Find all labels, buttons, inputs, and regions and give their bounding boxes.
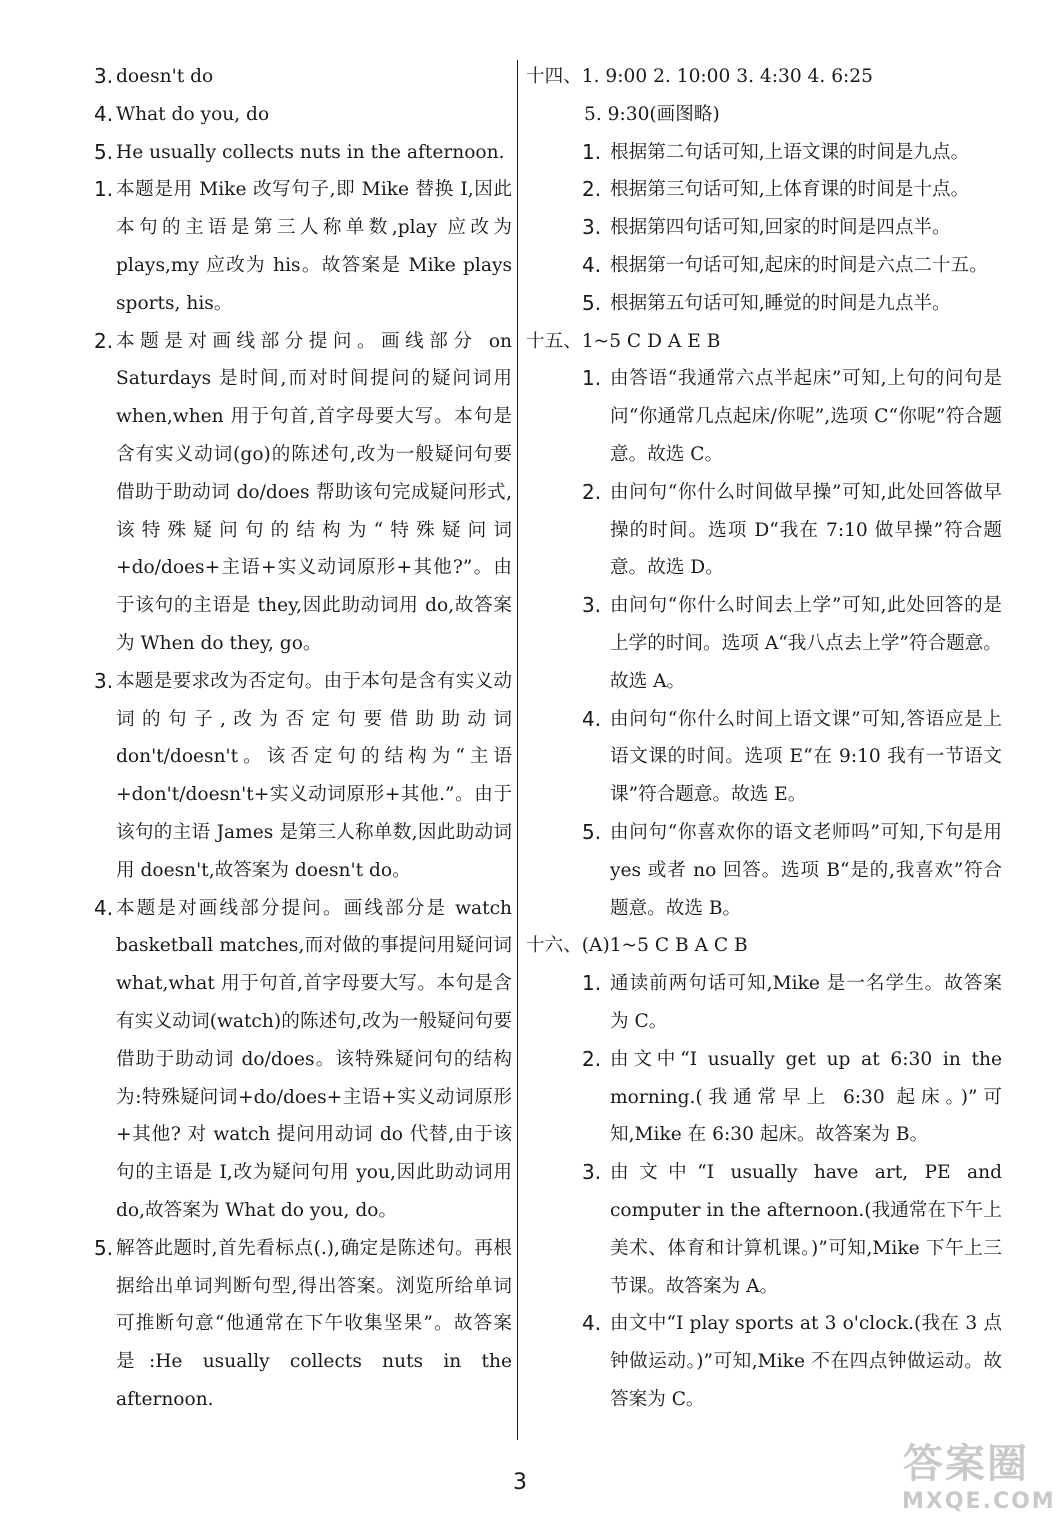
explanation-item [526,701,1002,814]
item-number: 3. [94,668,114,693]
item-text: 本题是要求改为否定句。由于本句是含有实义动词的句子,改为否定句要借助助动词 don't/doesn't。该否定句的结构为“主语+don't/doesn't+实义动词原形+其他.”。由于该句的主语 James 是第三人称单数,因此助动词用 doesn't,故答案为 doesn't do。 [116,670,512,881]
item-text: 由问句“你什么时间做早操”可知,此处回答做早操的时间。选项 D“我在 7:10 做早操”符合题意。故选 D。 [610,481,1002,579]
section-subline-text: 5. 9:30(画图略) [584,103,720,125]
item-number: 5. [94,1235,114,1260]
explanation-item [526,360,1002,473]
item-text: 根据第一句话可知,起床的时间是六点二十五。 [610,254,988,276]
explanation-item [88,1230,512,1419]
page-number: 3 [513,1470,527,1495]
item-text: 通读前两句话可知,Mike 是一名学生。故答案为 C。 [610,973,1002,1032]
section-heading: 十六、(A)1~5 C B A C B [526,935,748,957]
watermark-bottom-text: MXQE.COM [902,1489,1056,1514]
explanation-item [526,1154,1002,1305]
item-text: 根据第二句话可知,上语文课的时间是九点。 [610,141,970,163]
item-number: 4. [94,895,114,920]
item-text: 由答语“我通常六点半起床”可知,上句的问句是问“你通常几点起床/你呢”,选项 C“你呢”符合题意。故选 C。 [610,368,1002,465]
item-number: 3. [582,215,602,240]
watermark-logo [902,1440,1056,1522]
item-number: 2. [94,328,114,353]
explanation-item [88,323,512,663]
item-number: 1. [582,139,602,164]
column-divider [517,60,518,1440]
explanation-item [526,171,1002,209]
explanation-item [88,171,512,322]
item-text: What do you, do [116,103,270,125]
explanation-item [526,587,1002,700]
item-number: 2. [582,177,602,202]
item-text: 由文中“I usually get up at 6:30 in the morning.(我通常早上 6:30 起床。)”可知,Mike 在 6:30 起床。故答案为 B。 [610,1048,1002,1146]
explanation-item [526,1041,1002,1154]
explanation-item [526,134,1002,172]
item-number: 4. [582,252,602,277]
item-text: 由问句“你什么时间去上学”可知,此处回答的是上学的时间。选项 A“我八点去上学”符合题意。故选 A。 [610,595,1002,692]
item-text: 由文中“I play sports at 3 o'clock.(我在 3 点钟做运动。)”可知,Mike 不在四点钟做运动。故答案为 C。 [610,1313,1002,1410]
item-text: 本题是对画线部分提问。画线部分是 watch basketball matches,而对做的事提问用疑问词 what,what 用于句首,首字母要大写。本句是含有实义动词(watch)的陈述句,改为一般疑问句要借助于助动词 do/does。该特殊疑问句的结构为:特殊疑问词+do/does+主语+实义动词原形+其他? 对 watch 提问用动词 do 代替,由于该句的主语是 I,改为疑问句用 you,因此助动词用 do,故答案为 What do you, do。 [116,897,512,1221]
item-number: 1. [582,366,602,391]
answer-item [88,134,512,172]
item-text: 根据第四句话可知,回家的时间是四点半。 [610,217,951,239]
item-number: 3. [582,593,602,618]
item-number: 1. [94,177,114,202]
section-heading: 十五、1~5 C D A E B [526,330,721,352]
watermark-top-text: 答案圈 [903,1441,1029,1487]
explanation-item [526,814,1002,927]
item-number: 5. [582,290,602,315]
left-column [88,58,512,1419]
item-text: 由问句“你喜欢你的语文老师吗”可知,下句是用 yes 或者 no 回答。选项 B“是的,我喜欢”符合题意。故选 B。 [610,821,1002,919]
explanation-item [526,1305,1002,1418]
explanation-item [526,474,1002,587]
explanation-item [526,965,1002,1041]
item-text: 由文中“I usually have art, PE and computer in the afternoon.(我通常在下午上美术、体育和计算机课。)”可知,Mike 下午上三节课。故答案为 A。 [610,1162,1002,1297]
section-heading: 十四、1. 9:00 2. 10:00 3. 4:30 4. 6:25 [526,66,873,87]
item-number: 3. [582,1160,602,1185]
item-text: 本题是对画线部分提问。画线部分 on Saturdays 是时间,而对时间提问的疑问词用 when,when 用于句首,首字母要大写。本句是含有实义动词(go)的陈述句,改为一般疑问句要借助于助动词 do/does 帮助该句完成疑问形式,该特殊疑问句的结构为“特殊疑问词+do/does+主语+实义动词原形+其他?”。由于该句的主语是 they,因此助动词用 do,故答案为 When do they, go。 [116,330,512,654]
item-number: 1. [582,971,602,996]
item-number: 5. [582,819,602,844]
item-text: doesn't do [116,66,214,87]
explanation-item [88,663,512,890]
item-text: 解答此题时,首先看标点(.),确定是陈述句。再根据给出单词判断句型,得出答案。浏览所给单词可推断句意“他通常在下午收集坚果”。故答案是:He usually collects nuts in the afternoon. [116,1237,512,1410]
explanation-item [88,890,512,1230]
item-text: 根据第五句话可知,睡觉的时间是九点半。 [610,292,951,314]
item-number: 2. [582,479,602,504]
explanation-item [526,285,1002,323]
explanation-item [526,247,1002,285]
right-column [526,58,1002,1419]
item-number: 5. [94,139,114,164]
item-text: 本题是用 Mike 改写句子,即 Mike 替换 I,因此本句的主语是第三人称单数,play 应改为 plays,my 应改为 his。故答案是 Mike plays sports, his。 [116,179,512,314]
answer-item [88,58,512,96]
item-text: 根据第三句话可知,上体育课的时间是十点。 [610,179,970,201]
item-number: 2. [582,1046,602,1071]
explanation-item [526,209,1002,247]
item-text: 由问句“你什么时间上语文课”可知,答语应是上语文课的时间。选项 E“在 9:10 我有一节语文课”符合题意。故选 E。 [610,708,1002,806]
answer-item [88,96,512,134]
item-number: 4. [94,101,114,126]
item-number: 4. [582,1311,602,1336]
item-text: He usually collects nuts in the afternoon. [116,141,505,163]
item-number: 4. [582,706,602,731]
item-number: 3. [94,64,114,88]
section-subline [526,96,1002,134]
